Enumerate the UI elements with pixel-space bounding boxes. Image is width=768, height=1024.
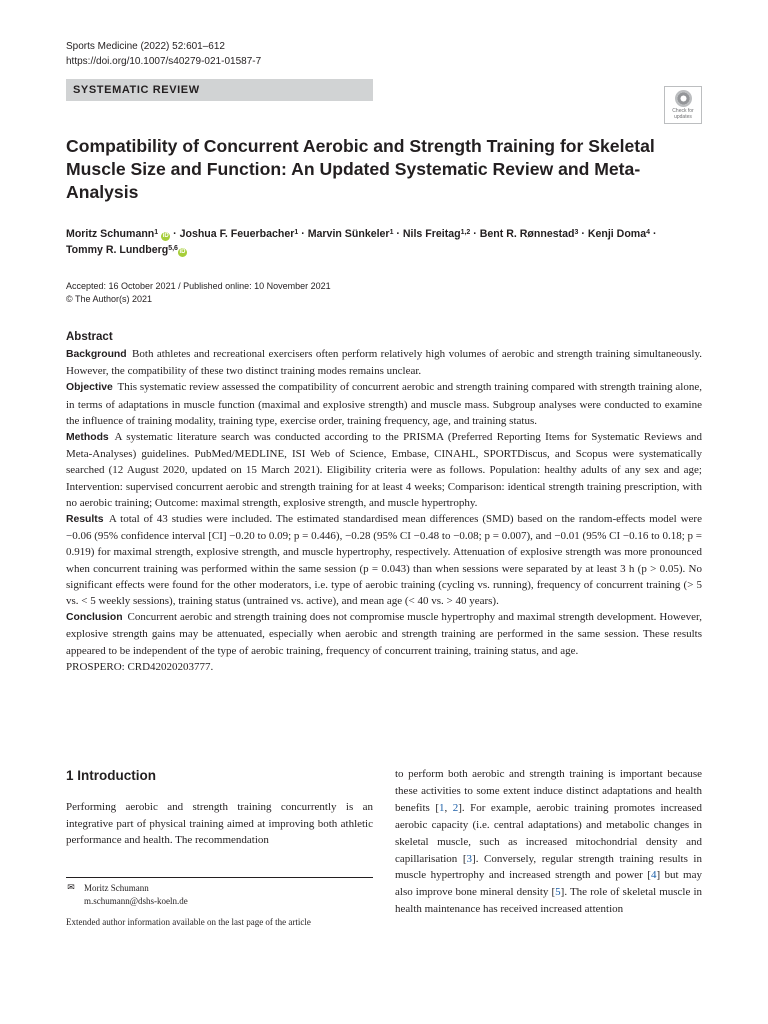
author-affiliation: 1	[389, 229, 394, 236]
abstract-objective	[66, 379, 702, 429]
background-text: Both athletes and recreational exercisers often perform relatively high volumes of aerobic and strength training simultaneously. However, the compatibility of these two distinct training modes remains unclear.	[66, 348, 703, 378]
author-name[interactable]: Moritz Schumann	[66, 228, 155, 240]
author-affiliation: 5,6	[168, 245, 178, 252]
methods-label: Methods	[66, 432, 109, 444]
check-updates-line2: updates	[674, 114, 692, 120]
author-affiliation: 1,2	[460, 229, 471, 236]
author-name[interactable]: Kenji Doma	[587, 228, 647, 240]
objective-text: This systematic review assessed the compatibility of concurrent aerobic and strength training compared with strength training alone, in terms of adaptations in muscle function (maximal and explosive strength) and muscle mass. Subgroup analyses were conducted to examine the influence of training modality, training type, exercise order, training frequency, age, and training status.	[66, 381, 702, 427]
conclusion-label: Conclusion	[66, 612, 123, 624]
reference-link[interactable]: 1	[438, 801, 445, 814]
author-name[interactable]: Joshua F. Feuerbacher	[179, 228, 295, 240]
methods-text: A systematic literature search was conducted according to the PRISMA (Preferred Reporting Items for Systematic Reviews and Meta-Analyses) guidelines. PubMed/MEDLINE, ISI Web of Science, Embase, CINAHL, SPORTDiscus, and Scopus were systematically searched (12 August 2020, updated on 15 March 2021). Eligibility criteria were as follows. Population: healthy adults of any sex and age; Intervention: supervised concurrent aerobic and strength training for at least 4 weeks; Comparison: identical strength training prescription, with no aerobic training; Outcome: maximal strength, explosive strength, and muscle hypertrophy.	[66, 431, 702, 509]
contact-name: Moritz Schumann	[84, 883, 149, 893]
introduction-heading: 1 Introduction	[66, 768, 156, 783]
section-label: SYSTEMATIC REVIEW	[66, 79, 373, 101]
check-for-updates-badge[interactable]	[664, 86, 702, 124]
author-name[interactable]: Tommy R. Lundberg	[66, 244, 169, 256]
author-affiliation: 3	[574, 229, 579, 236]
abstract-results	[66, 511, 702, 609]
background-label: Background	[66, 349, 127, 360]
prospero-registration: PROSPERO: CRD42020203777.	[66, 660, 214, 673]
author-affiliation: 4	[646, 229, 651, 236]
contact-email-link[interactable]: m.schumann@dshs-koeln.de	[84, 896, 188, 906]
intro-text-segment: to perform both aerobic and strength training is important because these activities to some extent induce distinct adaptations and health benefits [	[395, 768, 702, 814]
article-title: Compatibility of Concurrent Aerobic and Strength Training for Skeletal Muscle Size and Function: An Updated Systematic Review and Meta-Analysis	[66, 136, 655, 202]
check-updates-line1: Check for	[672, 108, 694, 114]
doi-link[interactable]: https://doi.org/10.1007/s40279-021-01587-7	[66, 56, 262, 67]
conclusion-text: Concurrent aerobic and strength training does not compromise muscle hypertrophy and maximal strength development. However, explosive strength gains may be attenuated, especially when aerobic and strength training are performed in the same session. These results appeared to be independent of the type of aerobic training, frequency of concurrent training, training status, and age.	[66, 611, 702, 657]
journal-citation: Sports Medicine (2022) 52:601–612	[66, 41, 225, 52]
introduction-column-two	[395, 766, 702, 918]
abstract-heading: Abstract	[66, 331, 113, 343]
author-affiliation: 1	[294, 229, 299, 236]
envelope-icon: ✉	[67, 883, 75, 893]
intro-text-segment: ] but may also improve bone mineral density [	[395, 869, 702, 899]
publication-dates: Accepted: 16 October 2021 / Published online: 10 November 2021	[66, 281, 331, 291]
copyright-notice: © The Author(s) 2021	[66, 294, 153, 304]
author-list: Moritz Schumann$^1$ iD · Joshua F. Feuerbacher$^1$ · Marvin Sünkeler$^1$ · Nils Freitag$^{1,2}$ · Bent R. Rønnestad$^3$ · Kenji Doma$^4$ · Tommy R. Lundberg$^{5,6}$ iD	[66, 228, 657, 256]
orcid-icon[interactable]: iD	[179, 249, 186, 255]
abstract-background	[66, 346, 702, 379]
author-name[interactable]: Nils Freitag	[402, 228, 461, 240]
footnote-divider	[66, 877, 373, 878]
crossmark-icon	[675, 90, 692, 107]
author-name[interactable]: Bent R. Rønnestad	[479, 228, 575, 240]
abstract-methods	[66, 429, 702, 511]
contact-row	[66, 882, 188, 895]
objective-label: Objective	[66, 382, 113, 394]
reference-link[interactable]: 2	[452, 801, 459, 814]
author-name[interactable]: Marvin Sünkeler	[307, 228, 390, 240]
reference-link[interactable]: 3	[466, 852, 473, 865]
reference-link[interactable]: 4	[650, 869, 657, 882]
orcid-icon[interactable]: iD	[162, 233, 169, 239]
reference-link[interactable]: 5	[555, 886, 561, 899]
intro-text-segment: ]. For example, aerobic training promotes increased aerobic capacity (i.e. central adaptations) and metabolic changes in skeletal muscle, such as increased mitochondrial density and capillarisation [	[395, 801, 702, 865]
intro-text-segment: ]. The role of skeletal muscle in health maintenance has received increased attention	[395, 886, 703, 916]
intro-text-segment: ,	[444, 801, 453, 814]
results-text: A total of 43 studies were included. The estimated standardised mean differences (SMD) based on the random-effects model were −0.06 (95% confidence interval [CI] −0.20 to 0.09; p = 0.446), −0.28 (95% CI −0.48 to −0.08; p = 0.007), and −0.01 (95% CI −0.16 to 0.18; p = 0.919) for maximal strength, explosive strength, and muscle hypertrophy, respectively. Attenuation of explosive strength was more pronounced when concurrent training was performed within the same session (p = 0.043) than when sessions were separated by at least 3 h (p > 0.05). No significant effects were found for the other moderators, i.e. type of aerobic training (cycling vs. running), frequency of concurrent training (> 5 vs. < 5 weekly sessions), training status (untrained vs. active), and mean age (< 40 vs. > 40 years).	[66, 513, 702, 608]
abstract-conclusion	[66, 609, 702, 659]
introduction-paragraph: Performing aerobic and strength training concurrently is an integrative part of physical training aimed at improving both athletic performance and health. The recommendation	[66, 801, 373, 847]
extended-author-info: Extended author information available on the last page of the article	[66, 917, 311, 927]
corresponding-author	[66, 882, 188, 908]
results-label: Results	[66, 514, 104, 526]
abstract-body	[66, 346, 702, 675]
intro-text-segment: ]. Conversely, regular strength training results in muscle hypertrophy and increased strength and power [	[395, 852, 702, 882]
author-affiliation: 1	[154, 229, 159, 236]
